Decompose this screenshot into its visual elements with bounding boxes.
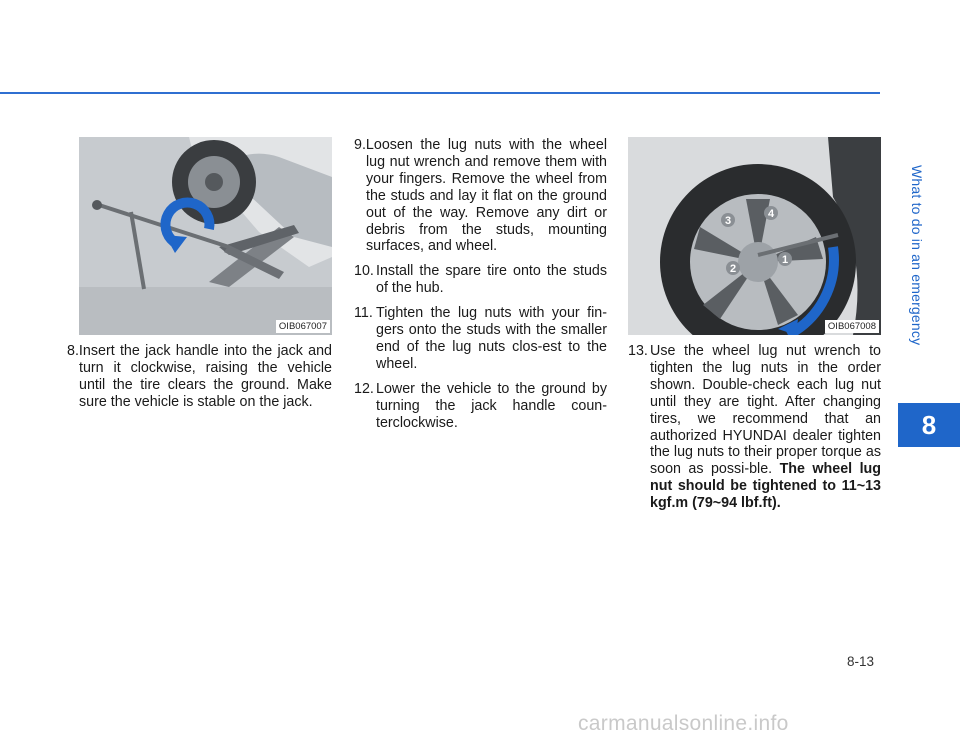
side-tab-chapter-title: What to do in an emergency xyxy=(909,164,925,346)
step-11-number: 11. xyxy=(354,305,373,322)
jack-handle-figure xyxy=(79,137,332,335)
wheel-illustration xyxy=(628,137,881,335)
step-9-text: 9.Loosen the lug nuts with the wheel lug nut wrench and remove them with your fingers. Remove the wheel from the studs and lay it flat on the ground out of the way. Remove any dirt or debris from the studs, mounting surfaces, and wheel. xyxy=(354,137,607,255)
step-12-number: 12. xyxy=(354,380,374,397)
step-13-number: 13. xyxy=(628,343,648,359)
step-10-text: Install the spare tire onto the studs of the hub. xyxy=(376,263,607,297)
step-12 xyxy=(354,381,607,432)
step-11 xyxy=(354,305,607,373)
page-number: 8-13 xyxy=(847,654,875,669)
lug-label-1: 1 xyxy=(781,254,789,266)
step-13-text: Use the wheel lug nut wrench to tighten the lug nuts in the order shown. Double-check each lug nut until they are tight. After changing tires, we recommend that an authorized HYUNDAI dealer tighten the lug nuts to their proper torque as soon as possi-ble. xyxy=(650,343,881,478)
jack-illustration xyxy=(79,137,332,335)
column-1 xyxy=(67,137,332,419)
column-2 xyxy=(354,137,607,440)
lug-label-4: 4 xyxy=(767,208,775,220)
watermark: carmanualsonline.info xyxy=(578,712,789,735)
step-13-torque-note: The wheel lug nut should be tightened to 11~13 kgf.m (79~94 lbf.ft). xyxy=(650,461,882,512)
header-rule xyxy=(0,92,880,94)
figure-code-2: OIB067008 xyxy=(825,320,879,333)
lug-label-2: 2 xyxy=(729,263,737,275)
wheel-lug-order-figure xyxy=(628,137,881,335)
lug-label-3: 3 xyxy=(724,215,732,227)
step-11-text: Tighten the lug nuts with your fin-gers onto the studs with the smaller end of the lug nuts clos-est to the wheel. xyxy=(376,305,607,372)
step-10 xyxy=(354,263,607,297)
step-12-text: Lower the vehicle to the ground by turning the jack handle coun-terclockwise. xyxy=(376,380,607,431)
chapter-number-tab: 8 xyxy=(898,403,960,447)
figure-code-1: OIB067007 xyxy=(276,320,330,333)
step-8-text: 8.Insert the jack handle into the jack and turn it clockwise, raising the vehicle until the tire clears the ground. Make sure the vehicle is stable on the jack. xyxy=(67,343,332,410)
column-3 xyxy=(628,137,881,520)
step-10-number: 10. xyxy=(354,263,374,280)
step-13-body xyxy=(650,343,881,512)
step-13 xyxy=(628,343,881,512)
